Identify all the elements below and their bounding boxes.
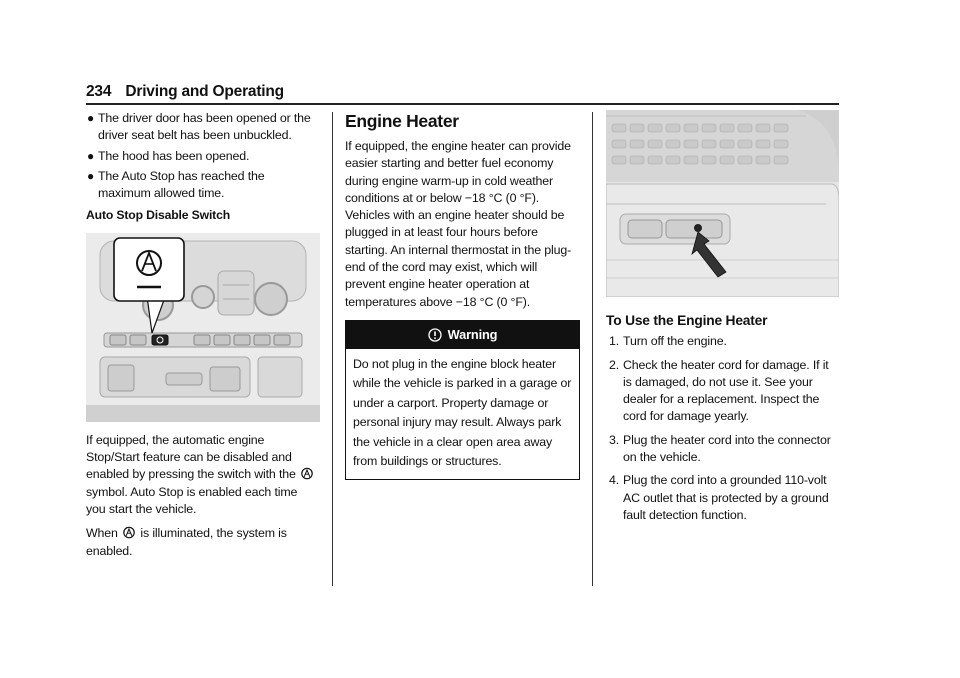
auto-stop-subheading: Auto Stop Disable Switch: [86, 208, 231, 223]
step-number: 4.: [609, 473, 620, 488]
step-text: Plug the cord into a grounded 110-volt AC outlet that is protected by a ground fault detection function.: [623, 473, 829, 522]
list-item: [606, 333, 839, 350]
list-item: [86, 110, 320, 145]
auto-stop-icon: [123, 526, 135, 539]
text-run: When: [86, 526, 118, 541]
warning-title: Warning: [447, 327, 498, 343]
step-number: 1.: [609, 334, 620, 349]
warning-text: Do not plug in the engine block heater while the vehicle is parked in a garage or under a carport. Property damage or personal injury may result. Always park the vehicle in a clear open area away from buildings or structures.: [353, 356, 572, 469]
text-run: If equipped, the automatic engine Stop/Start feature can be disabled and enabled by pressing the switch with the: [86, 432, 296, 482]
list-item: [606, 432, 839, 467]
front-bumper-illustration: [606, 110, 839, 297]
column-divider: [592, 112, 593, 586]
dashboard-illustration: [86, 233, 320, 422]
auto-stop-paragraph-1: [86, 432, 320, 518]
bullet-text: The hood has been opened.: [98, 148, 250, 163]
bullet-icon: ●: [87, 168, 95, 183]
page-number: 234: [86, 83, 112, 100]
step-text: Plug the heater cord into the connector on the vehicle.: [623, 432, 831, 465]
text-run: is illuminated, the system is enabled.: [86, 526, 287, 558]
to-use-heading: To Use the Engine Heater: [606, 313, 768, 328]
step-number: 3.: [609, 432, 620, 447]
list-item: [86, 148, 320, 165]
auto-stop-switch-figure: [86, 233, 320, 422]
header-rule: [86, 103, 839, 105]
column-middle: [345, 110, 580, 480]
warning-icon: [428, 328, 442, 342]
list-item: [606, 357, 839, 426]
step-text: Check the heater cord for damage. If it is damaged, do not use it. See your dealer for a replacement. Inspect the cord for damage yearly.: [623, 357, 829, 424]
engine-heater-figure: [606, 110, 839, 297]
list-item: [606, 472, 839, 524]
column-divider: [332, 112, 333, 586]
auto-stop-paragraph-2: [86, 525, 320, 560]
column-right: [606, 110, 839, 530]
bullet-icon: ●: [87, 111, 95, 125]
list-item: [86, 168, 320, 203]
engine-heater-heading: Engine Heater: [345, 111, 459, 131]
bullet-text: The driver door has been opened or the driver seat belt has been unbuckled.: [98, 111, 311, 143]
warning-header: [346, 321, 579, 349]
auto-stop-icon: [301, 467, 313, 480]
page-header: [86, 83, 284, 101]
warning-box: [345, 320, 580, 480]
step-number: 2.: [609, 357, 620, 372]
text-run: symbol. Auto Stop is enabled each time you start the vehicle.: [86, 484, 298, 516]
bullet-text: The Auto Stop has reached the maximum allowed time.: [98, 168, 265, 201]
column-left: [86, 110, 320, 567]
step-text: Turn off the engine.: [623, 334, 727, 349]
section-title: Driving and Operating: [125, 83, 284, 100]
engine-heater-intro: If equipped, the engine heater can provide easier starting and better fuel economy during engine warm-up in cold weather conditions at or below −18 °C (0 °F). Vehicles with an engine heater should be plugged in at least four hours before starting. An internal thermostat in the plug-end of the cord may exist, which will prevent engine heater operation at temperatures above −18 °C (0 °F).: [345, 139, 572, 309]
bullet-icon: ●: [87, 148, 95, 163]
